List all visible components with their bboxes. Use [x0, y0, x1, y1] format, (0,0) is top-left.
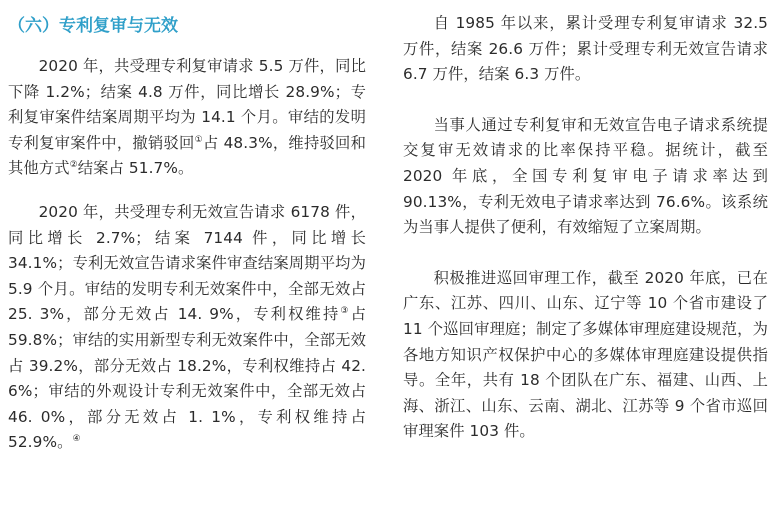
left-column [0, 0, 372, 456]
paragraph-text: 2020 年，共受理专利复审请求 5.5 万件，同比下降 1.2%；结案 4.8 万件，同比增长 28.9%；专利复审案件结案周期平均为 14.1 个月。审结的发明专利复审案件中，撤销驳回 [8, 57, 366, 152]
paragraph-text: 2020 年，共受理专利无效宣告请求 6178 件，同比增长 2.7%；结案 7144 件，同比增长 34.1%；专利无效宣告请求案件审查结案周期平均为 5.9 个月。审结的发明专利无效案件中，全部无效占 25. 3%，部分无效占 14. 9%，专利权维持 [8, 202, 366, 324]
paragraph-text: 占 59.8%；审结的实用新型专利无效案件中，全部无效占 39.2%，部分无效占 18.2%，专利权维持占 42. 6%；审结的外观设计专利无效案件中，全部无效占 46. 0%，部分无效占 1. 1%，专利权维持占 52.9%。 [8, 305, 366, 452]
section-heading: （六）专利复审与无效 [8, 16, 178, 36]
paragraph-circuit-hearings: 积极推进巡回审理工作，截至 2020 年底，已在广东、江苏、四川、山东、辽宁等 10 个省市建设了 11 个巡回审理庭；制定了多媒体审理庭建设规范，为各地方知识产权保护中心的多媒体审理庭建设提供指导。全年，共有 18 个团队在广东、福建、山西、上海、浙江、山东、云南、湖北、江苏等 9 个省市巡回审理案件 103 件。 [403, 268, 768, 441]
right-column [393, 0, 768, 445]
paragraph-text: 占 48.3%，维持驳回和其他方式 [8, 133, 366, 178]
footnote-marker-3: ③ [340, 306, 351, 317]
footnote-marker-4: ④ [72, 434, 81, 445]
footnote-marker-1: ① [194, 134, 203, 145]
footnote-marker-2: ② [69, 160, 78, 171]
paragraph-electronic-requests: 当事人通过专利复审和无效宣告电子请求系统提交复审无效请求的比率保持平稳。据统计，截至 2020 年底，全国专利复审电子请求率达到 90.13%，专利无效电子请求率达到 76.6%。该系统为当事人提供了便利，有效缩短了立案周期。 [403, 115, 768, 237]
paragraph-text: 结案占 51.7%。 [77, 159, 194, 178]
paragraph-reexamination [8, 54, 366, 182]
paragraph-cumulative: 自 1985 年以来，累计受理专利复审请求 32.5 万件，结案 26.6 万件；累计受理专利无效宣告请求 6.7 万件，结案 6.3 万件。 [403, 14, 768, 84]
paragraph-invalidation [8, 200, 366, 456]
